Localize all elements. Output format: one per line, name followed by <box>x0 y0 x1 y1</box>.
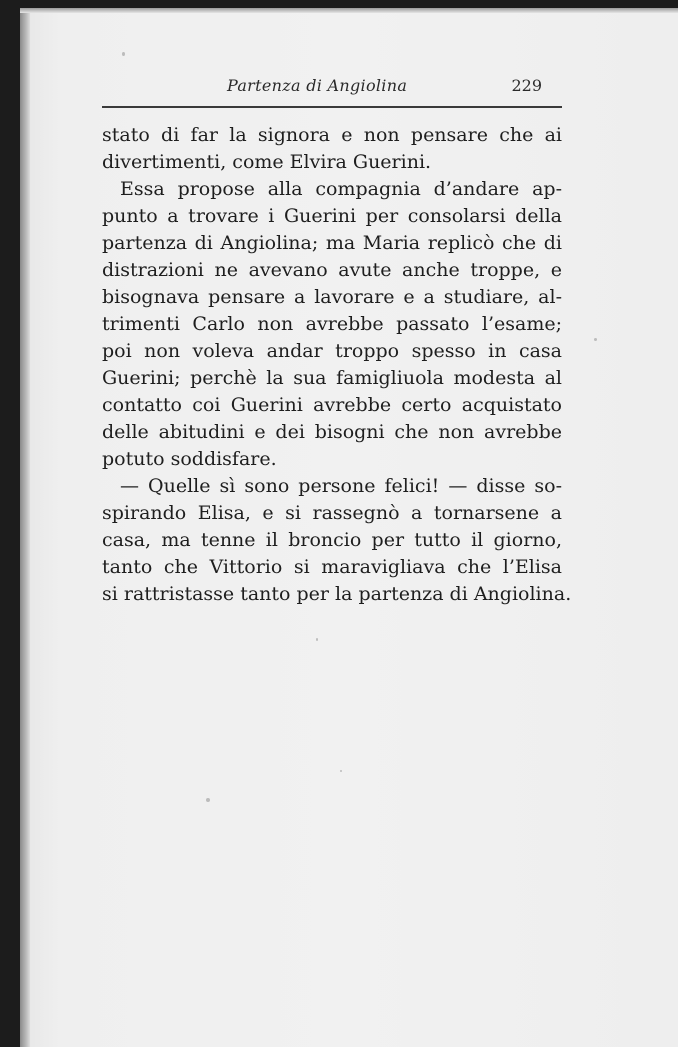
text-line: punto a trovare i Guerini per consolarsi della <box>102 205 562 227</box>
text-line: distrazioni ne avevano avute anche troppe, e <box>102 259 562 281</box>
body-text <box>102 122 572 608</box>
running-head <box>102 76 562 100</box>
text-line: casa, ma tenne il broncio per tutto il giorno, <box>102 529 562 551</box>
paper-speck <box>206 798 210 802</box>
text-line: trimenti Carlo non avrebbe passato l’esame; <box>102 313 562 335</box>
page-top-edge <box>20 8 678 13</box>
header-rule <box>102 106 562 108</box>
paper-speck <box>340 770 342 772</box>
text-line: Guerini; perchè la sua famigliuola modesta al <box>102 367 562 389</box>
page-number: 229 <box>511 76 542 95</box>
text-line: spirando Elisa, e si rassegnò a tornarsene a <box>102 502 562 524</box>
book-page <box>20 8 678 1047</box>
text-line: stato di far la signora e non pensare che ai <box>102 124 562 146</box>
page-spine-shadow <box>20 8 30 1047</box>
text-line: bisognava pensare a lavorare e a studiare, al- <box>102 286 562 308</box>
paper-speck <box>316 638 318 641</box>
text-line: delle abitudini e dei bisogni che non avrebbe <box>102 421 562 443</box>
text-line: contatto coi Guerini avrebbe certo acquistato <box>102 394 562 416</box>
text-line: Essa propose alla compagnia d’andare ap- <box>120 178 562 200</box>
paper-speck <box>122 52 125 56</box>
paper-speck <box>594 338 597 341</box>
text-line: poi non voleva andar troppo spesso in casa <box>102 340 562 362</box>
text-line: si rattristasse tanto per la partenza di Angiolina. <box>102 583 572 605</box>
text-line: partenza di Angiolina; ma Maria replicò che di <box>102 232 562 254</box>
text-line: divertimenti, come Elvira Guerini. <box>102 151 432 173</box>
text-line: potuto soddisfare. <box>102 448 277 470</box>
text-line: — Quelle sì sono persone felici! — disse so- <box>120 475 562 497</box>
text-line: tanto che Vittorio si maravigliava che l’Elisa <box>102 556 562 578</box>
running-title: Partenza di Angiolina <box>227 76 408 95</box>
